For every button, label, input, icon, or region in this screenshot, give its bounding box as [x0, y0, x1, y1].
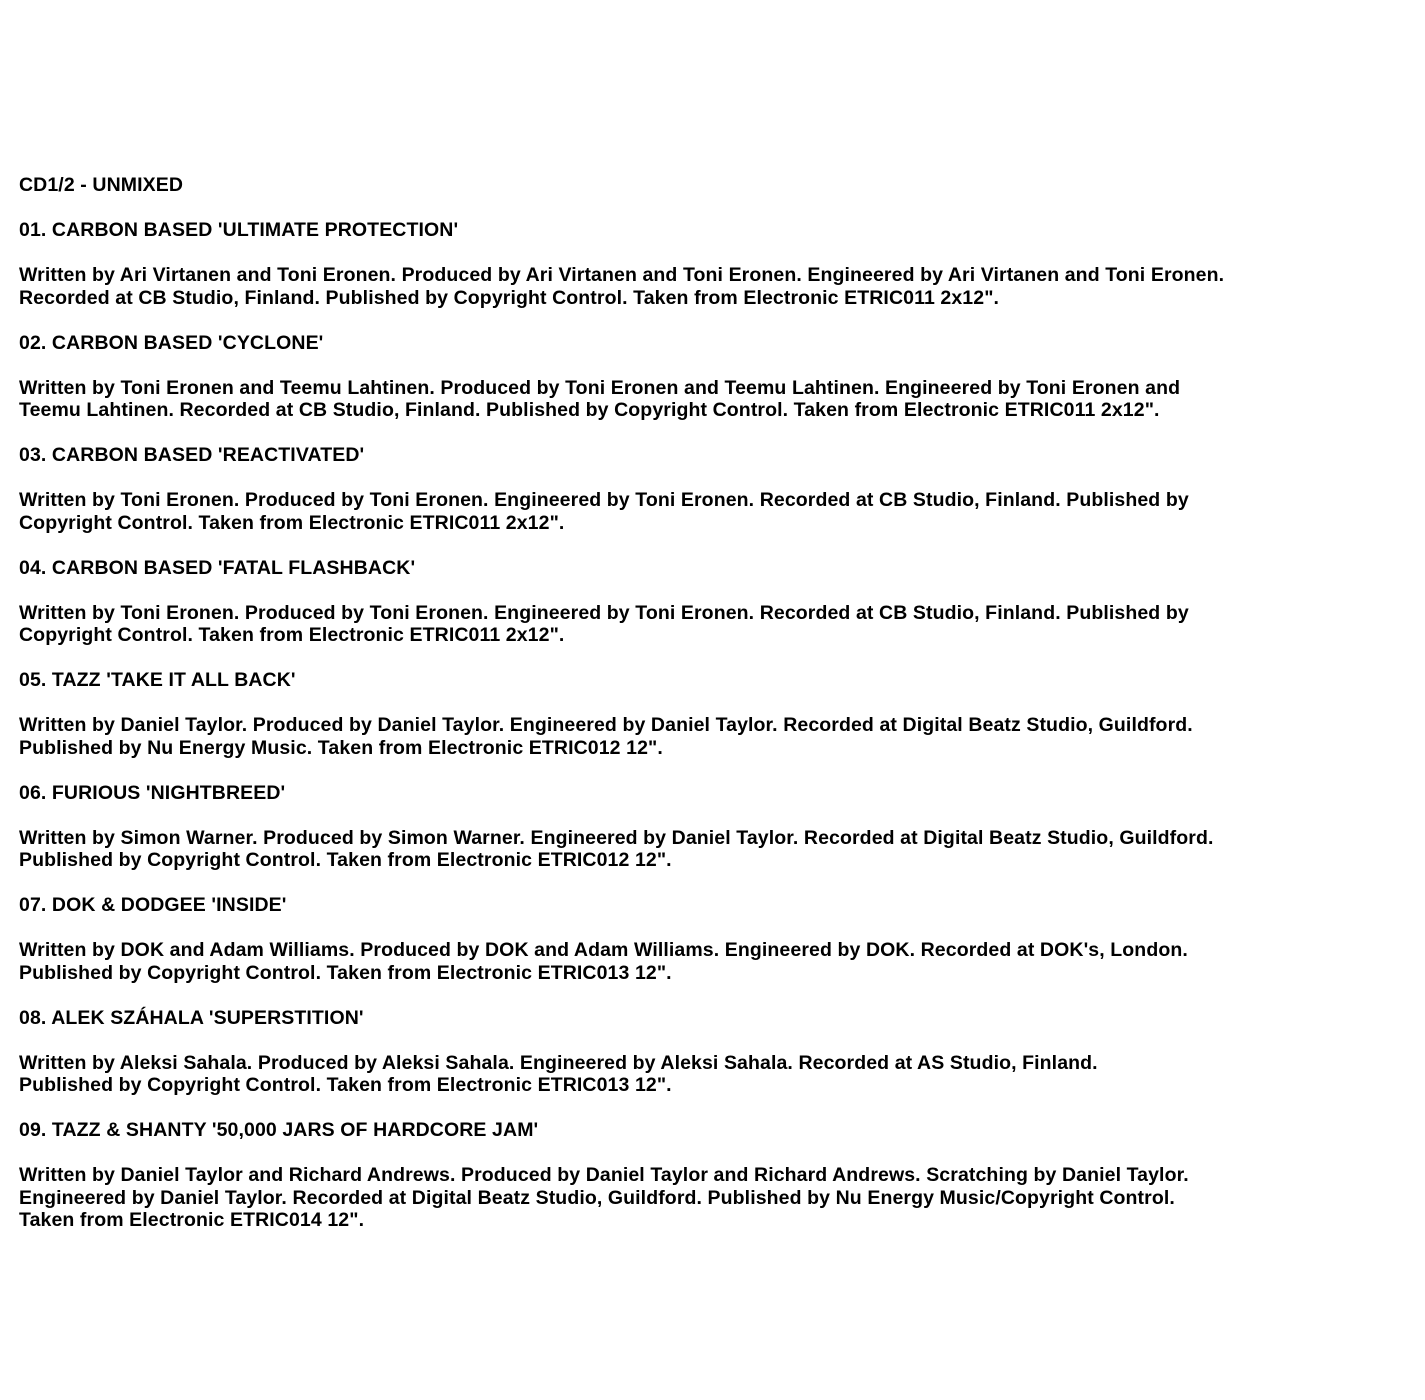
- track-credits: Written by Daniel Taylor. Produced by Daniel Taylor. Engineered by Daniel Taylor. Recorded at Digital Beatz Studio, Guildford. Published by Nu Energy Music. Taken from Electronic ETRIC012 12".: [19, 714, 1193, 759]
- track-item: [19, 782, 1419, 872]
- track-title: 01. CARBON BASED 'ULTIMATE PROTECTION': [19, 219, 459, 241]
- track-credits: Written by Toni Eronen. Produced by Toni Eronen. Engineered by Toni Eronen. Recorded at CB Studio, Finland. Published by Copyright Control. Taken from Electronic ETRIC011 2x12".: [19, 601, 1189, 646]
- track-title: 05. TAZZ 'TAKE IT ALL BACK': [19, 669, 296, 691]
- track-title: 07. DOK & DODGEE 'INSIDE': [19, 894, 287, 916]
- track-title: 02. CARBON BASED 'CYCLONE': [19, 331, 324, 354]
- track-title: 06. FURIOUS 'NIGHTBREED': [19, 781, 286, 804]
- track-item: [19, 1007, 1419, 1097]
- track-title: 09. TAZZ & SHANTY '50,000 JARS OF HARDCORE JAM': [19, 1119, 539, 1141]
- track-item: [19, 669, 1419, 759]
- track-item: [19, 219, 1419, 309]
- track-credits: Written by Simon Warner. Produced by Simon Warner. Engineered by Daniel Taylor. Recorded at Digital Beatz Studio, Guildford. Published by Copyright Control. Taken from Electronic ETRIC012 12".: [19, 826, 1214, 871]
- track-credits: Written by DOK and Adam Williams. Produced by DOK and Adam Williams. Engineered by DOK. Recorded at DOK's, London. Published by Copyright Control. Taken from Electronic ETRIC013 12".: [19, 939, 1188, 984]
- track-title: 08. ALEK SZÁHALA 'SUPERSTITION': [19, 1006, 364, 1029]
- track-credits: Written by Daniel Taylor and Richard Andrews. Produced by Daniel Taylor and Richard Andrews. Scratching by Daniel Taylor. Engineered by Daniel Taylor. Recorded at Digital Beatz Studio, Guildford. Published by Nu Energy Music/Copyright Control. Taken from Electronic ETRIC014 12".: [19, 1164, 1189, 1231]
- track-title: 04. CARBON BASED 'FATAL FLASHBACK': [19, 556, 416, 579]
- track-item: [19, 557, 1419, 647]
- track-credits: Written by Toni Eronen and Teemu Lahtinen. Produced by Toni Eronen and Teemu Lahtinen. Engineered by Toni Eronen and Teemu Lahtinen. Recorded at CB Studio, Finland. Published by Copyright Control. Taken from Electronic ETRIC011 2x12".: [19, 376, 1181, 421]
- track-item: [19, 894, 1419, 984]
- track-item: [19, 332, 1419, 422]
- track-credits: Written by Aleksi Sahala. Produced by Aleksi Sahala. Engineered by Aleksi Sahala. Recorded at AS Studio, Finland. Published by Copyright Control. Taken from Electronic ETRIC013 12".: [19, 1051, 1098, 1096]
- track-title: 03. CARBON BASED 'REACTIVATED': [19, 444, 365, 466]
- disc-heading: CD1/2 - UNMIXED: [19, 174, 184, 196]
- track-credits: Written by Ari Virtanen and Toni Eronen. Produced by Ari Virtanen and Toni Eronen. Engineered by Ari Virtanen and Toni Eronen. Recorded at CB Studio, Finland. Published by Copyright Control. Taken from Electronic ETRIC011 2x12".: [19, 264, 1225, 309]
- track-item: [19, 444, 1419, 534]
- track-credits: Written by Toni Eronen. Produced by Toni Eronen. Engineered by Toni Eronen. Recorded at CB Studio, Finland. Published by Copyright Control. Taken from Electronic ETRIC011 2x12".: [19, 489, 1189, 534]
- tracklist-sheet: [19, 174, 1419, 1254]
- track-item: [19, 1119, 1419, 1232]
